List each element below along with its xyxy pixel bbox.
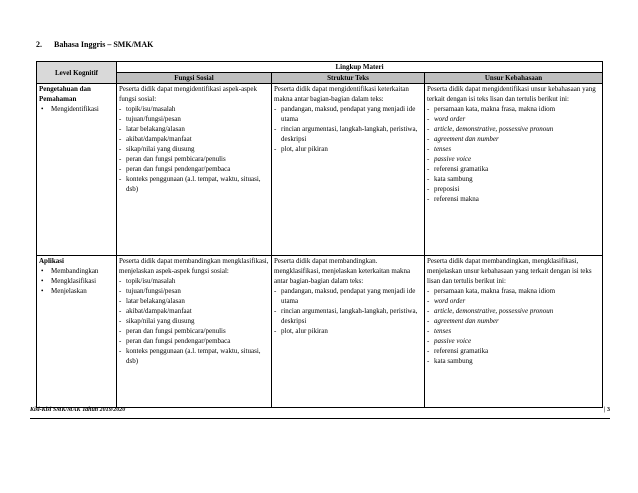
list-item: - peran dan fungsi pendengar/pembaca bbox=[119, 336, 269, 346]
list-item: - sikap/nilai yang diusung bbox=[119, 144, 269, 154]
list-item: - word order bbox=[427, 114, 600, 124]
fungsi-intro: Peserta didik dapat membandingkan mengklasifikasi, menjelaskan aspek-aspek fungsi sosial: bbox=[119, 257, 269, 275]
footer-title: Kisi-Kisi SMK/MAK Tahun 2019/2020 bbox=[30, 407, 126, 413]
list-item: - latar belakang/alasan bbox=[119, 124, 269, 134]
section-number: 2. bbox=[36, 40, 42, 49]
list-item: - plot, alur pikiran bbox=[274, 326, 422, 336]
list-item: - peran dan fungsi pembicara/penulis bbox=[119, 154, 269, 164]
list-item: - tenses bbox=[427, 144, 600, 154]
level-cell bbox=[37, 84, 117, 256]
list-item: - word order bbox=[427, 296, 600, 306]
page-number: | 3 bbox=[604, 407, 610, 413]
list-item: - passive voice bbox=[427, 336, 600, 346]
struktur-cell bbox=[272, 84, 425, 256]
list-item: - tujuan/fungsi/pesan bbox=[119, 114, 269, 124]
list-item: - sikap/nilai yang diusung bbox=[119, 316, 269, 326]
level-title: Pengetahuan dan Pemahaman bbox=[39, 85, 91, 103]
unsur-cell bbox=[425, 256, 603, 408]
page-footer bbox=[30, 407, 610, 419]
level-title: Aplikasi bbox=[39, 257, 64, 265]
list-item: - topik/isu/masalah bbox=[119, 104, 269, 114]
unsur-cell bbox=[425, 84, 603, 256]
list-item: - referensi gramatika bbox=[427, 346, 600, 356]
list-item: - pandangan, maksud, pendapat yang menjadi ide utama bbox=[274, 104, 422, 124]
level-bullet: • Menjelaskan bbox=[39, 286, 114, 296]
list-item: - tujuan/fungsi/pesan bbox=[119, 286, 269, 296]
list-item: - plot, alur pikiran bbox=[274, 144, 422, 154]
fungsi-intro: Peserta didik dapat mengidentifikasi aspek-aspek fungsi sosial: bbox=[119, 85, 258, 103]
section-title: Bahasa Inggris – SMK/MAK bbox=[54, 40, 154, 49]
header-fungsi-sosial: Fungsi Sosial bbox=[117, 73, 272, 84]
list-item: - agreement dan number bbox=[427, 134, 600, 144]
table-row bbox=[37, 256, 603, 408]
level-bullet: • Membandingkan bbox=[39, 266, 114, 276]
list-item: - akibat/dampak/manfaat bbox=[119, 306, 269, 316]
list-item: - kata sambung bbox=[427, 356, 600, 366]
list-item: - pandangan, maksud, pendapat yang menjadi ide utama bbox=[274, 286, 422, 306]
section-heading bbox=[36, 40, 153, 49]
list-item: - referensi makna bbox=[427, 194, 600, 204]
struktur-cell bbox=[272, 256, 425, 408]
header-lingkup-materi: Lingkup Materi bbox=[117, 62, 603, 73]
list-item: - konteks penggunaan (a.l. tempat, waktu, situasi, dsb) bbox=[119, 174, 269, 194]
header-struktur-teks: Struktur Teks bbox=[272, 73, 425, 84]
unsur-intro: Peserta didik dapat mengidentifikasi unsur kebahasaan yang terkait dengan isi teks lisan dan tertulis berikut ini: bbox=[427, 85, 596, 103]
struktur-intro: Peserta didik dapat membandingkan. mengklasifikasi, menjelaskan keterkaitan makna antar bagian-bagian dalam teks: bbox=[274, 257, 411, 285]
list-item: - peran dan fungsi pembicara/penulis bbox=[119, 326, 269, 336]
list-item: - persamaan kata, makna frasa, makna idiom bbox=[427, 286, 600, 296]
list-item: - agreement dan number bbox=[427, 316, 600, 326]
list-item: - tenses bbox=[427, 326, 600, 336]
list-item: - article, demonstrative, possessive pronoun bbox=[427, 124, 600, 134]
list-item: - peran dan fungsi pendengar/pembaca bbox=[119, 164, 269, 174]
list-item: - topik/isu/masalah bbox=[119, 276, 269, 286]
struktur-intro: Peserta didik dapat mengidentifikasi keterkaitan makna antar bagian-bagian dalam teks: bbox=[274, 85, 409, 103]
list-item: - passive voice bbox=[427, 154, 600, 164]
list-item: - konteks penggunaan (a.l. tempat, waktu, situasi, dsb) bbox=[119, 346, 269, 366]
unsur-intro: Peserta didik dapat membandingkan, mengklasifikasi, menjelaskan unsur kebahasaan yang terkait dengan isi teks lisan dan tertulis berikut ini: bbox=[427, 257, 592, 285]
table-row bbox=[37, 84, 603, 256]
list-item: - persamaan kata, makna frasa, makna idiom bbox=[427, 104, 600, 114]
list-item: - rincian argumentasi, langkah-langkah, peristiwa, deskripsi bbox=[274, 124, 422, 144]
fungsi-cell bbox=[117, 256, 272, 408]
list-item: - article, demonstrative, possessive pronoun bbox=[427, 306, 600, 316]
kisi-table bbox=[36, 61, 603, 408]
level-bullet: • Mengklasifikasi bbox=[39, 276, 114, 286]
list-item: - latar belakang/alasan bbox=[119, 296, 269, 306]
list-item: - rincian argumentasi, langkah-langkah, peristiwa, deskripsi bbox=[274, 306, 422, 326]
list-item: - preposisi bbox=[427, 184, 600, 194]
level-cell bbox=[37, 256, 117, 408]
list-item: - akibat/dampak/manfaat bbox=[119, 134, 269, 144]
header-level-kognitif: Level Kognitif bbox=[37, 62, 117, 84]
header-unsur-kebahasaan: Unsur Kebahasaan bbox=[425, 73, 603, 84]
fungsi-cell bbox=[117, 84, 272, 256]
level-bullet: • Mengidentifikasi bbox=[39, 104, 114, 114]
list-item: - kata sambung bbox=[427, 174, 600, 184]
list-item: - referensi gramatika bbox=[427, 164, 600, 174]
